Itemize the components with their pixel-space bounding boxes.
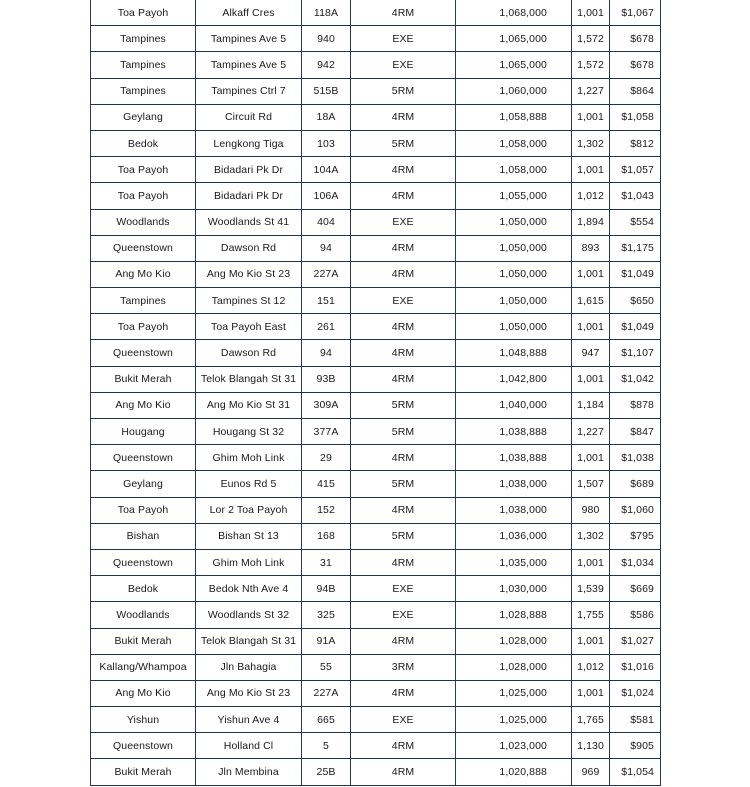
town-cell: Tampines xyxy=(91,288,196,314)
town-cell: Geylang xyxy=(91,471,196,497)
flat-type-cell: 4RM xyxy=(351,183,456,209)
table-row xyxy=(91,680,661,706)
size-sqft-cell: 1,001 xyxy=(572,0,610,26)
town-cell: Bedok xyxy=(91,576,196,602)
flat-type-cell: EXE xyxy=(351,52,456,78)
table-row xyxy=(91,707,661,733)
town-cell: Queenstown xyxy=(91,445,196,471)
price-psf-cell: $678 xyxy=(610,52,661,78)
price-psf-cell: $905 xyxy=(610,733,661,759)
table-row xyxy=(91,340,661,366)
price-psf-cell: $554 xyxy=(610,209,661,235)
price-psf-cell: $1,024 xyxy=(610,680,661,706)
price-cell: 1,065,000 xyxy=(456,26,572,52)
block-cell: 377A xyxy=(302,419,351,445)
town-cell: Bukit Merah xyxy=(91,366,196,392)
street-cell: Ghim Moh Link xyxy=(196,445,302,471)
street-cell: Tampines Ctrl 7 xyxy=(196,78,302,104)
price-cell: 1,028,888 xyxy=(456,602,572,628)
town-cell: Woodlands xyxy=(91,602,196,628)
table-row xyxy=(91,261,661,287)
street-cell: Jln Membina xyxy=(196,759,302,785)
block-cell: 106A xyxy=(302,183,351,209)
flat-type-cell: 4RM xyxy=(351,549,456,575)
street-cell: Alkaff Cres xyxy=(196,0,302,26)
price-cell: 1,025,000 xyxy=(456,707,572,733)
table-row xyxy=(91,209,661,235)
flat-type-cell: 4RM xyxy=(351,759,456,785)
transactions-table xyxy=(90,0,661,786)
street-cell: Yishun Ave 4 xyxy=(196,707,302,733)
size-sqft-cell: 1,001 xyxy=(572,314,610,340)
size-sqft-cell: 1,012 xyxy=(572,654,610,680)
block-cell: 94 xyxy=(302,235,351,261)
size-sqft-cell: 1,001 xyxy=(572,157,610,183)
flat-type-cell: 5RM xyxy=(351,78,456,104)
price-psf-cell: $1,043 xyxy=(610,183,661,209)
price-psf-cell: $1,175 xyxy=(610,235,661,261)
town-cell: Queenstown xyxy=(91,340,196,366)
table-row xyxy=(91,130,661,156)
table-row xyxy=(91,157,661,183)
size-sqft-cell: 1,001 xyxy=(572,104,610,130)
block-cell: 309A xyxy=(302,392,351,418)
flat-type-cell: 4RM xyxy=(351,445,456,471)
flat-type-cell: EXE xyxy=(351,209,456,235)
block-cell: 152 xyxy=(302,497,351,523)
size-sqft-cell: 1,001 xyxy=(572,261,610,287)
price-psf-cell: $847 xyxy=(610,419,661,445)
table-row xyxy=(91,497,661,523)
street-cell: Circuit Rd xyxy=(196,104,302,130)
price-cell: 1,050,000 xyxy=(456,288,572,314)
price-cell: 1,068,000 xyxy=(456,0,572,26)
town-cell: Toa Payoh xyxy=(91,0,196,26)
street-cell: Tampines St 12 xyxy=(196,288,302,314)
size-sqft-cell: 969 xyxy=(572,759,610,785)
price-psf-cell: $812 xyxy=(610,130,661,156)
town-cell: Woodlands xyxy=(91,209,196,235)
size-sqft-cell: 1,227 xyxy=(572,78,610,104)
flat-type-cell: EXE xyxy=(351,576,456,602)
block-cell: 404 xyxy=(302,209,351,235)
size-sqft-cell: 1,894 xyxy=(572,209,610,235)
price-psf-cell: $1,107 xyxy=(610,340,661,366)
table-row xyxy=(91,392,661,418)
table-row xyxy=(91,471,661,497)
price-cell: 1,038,888 xyxy=(456,445,572,471)
flat-type-cell: EXE xyxy=(351,288,456,314)
flat-type-cell: EXE xyxy=(351,707,456,733)
size-sqft-cell: 1,001 xyxy=(572,549,610,575)
street-cell: Bishan St 13 xyxy=(196,523,302,549)
size-sqft-cell: 1,572 xyxy=(572,26,610,52)
town-cell: Ang Mo Kio xyxy=(91,680,196,706)
town-cell: Ang Mo Kio xyxy=(91,261,196,287)
block-cell: 91A xyxy=(302,628,351,654)
price-cell: 1,040,000 xyxy=(456,392,572,418)
street-cell: Hougang St 32 xyxy=(196,419,302,445)
town-cell: Toa Payoh xyxy=(91,497,196,523)
table-row xyxy=(91,26,661,52)
price-psf-cell: $650 xyxy=(610,288,661,314)
size-sqft-cell: 1,572 xyxy=(572,52,610,78)
block-cell: 227A xyxy=(302,261,351,287)
price-cell: 1,058,000 xyxy=(456,157,572,183)
town-cell: Ang Mo Kio xyxy=(91,392,196,418)
block-cell: 227A xyxy=(302,680,351,706)
table-row xyxy=(91,628,661,654)
flat-type-cell: 4RM xyxy=(351,314,456,340)
size-sqft-cell: 1,001 xyxy=(572,680,610,706)
size-sqft-cell: 1,765 xyxy=(572,707,610,733)
price-psf-cell: $878 xyxy=(610,392,661,418)
price-psf-cell: $678 xyxy=(610,26,661,52)
price-cell: 1,058,000 xyxy=(456,130,572,156)
size-sqft-cell: 1,001 xyxy=(572,628,610,654)
block-cell: 151 xyxy=(302,288,351,314)
block-cell: 5 xyxy=(302,733,351,759)
block-cell: 168 xyxy=(302,523,351,549)
size-sqft-cell: 1,184 xyxy=(572,392,610,418)
size-sqft-cell: 947 xyxy=(572,340,610,366)
town-cell: Queenstown xyxy=(91,733,196,759)
block-cell: 25B xyxy=(302,759,351,785)
price-psf-cell: $1,034 xyxy=(610,549,661,575)
flat-type-cell: 4RM xyxy=(351,497,456,523)
price-psf-cell: $669 xyxy=(610,576,661,602)
price-cell: 1,038,000 xyxy=(456,471,572,497)
town-cell: Bishan xyxy=(91,523,196,549)
size-sqft-cell: 1,615 xyxy=(572,288,610,314)
town-cell: Tampines xyxy=(91,78,196,104)
table-row xyxy=(91,314,661,340)
block-cell: 18A xyxy=(302,104,351,130)
price-psf-cell: $1,060 xyxy=(610,497,661,523)
size-sqft-cell: 980 xyxy=(572,497,610,523)
street-cell: Telok Blangah St 31 xyxy=(196,366,302,392)
street-cell: Dawson Rd xyxy=(196,340,302,366)
price-cell: 1,048,888 xyxy=(456,340,572,366)
flat-type-cell: 5RM xyxy=(351,523,456,549)
price-psf-cell: $1,049 xyxy=(610,261,661,287)
town-cell: Queenstown xyxy=(91,235,196,261)
block-cell: 261 xyxy=(302,314,351,340)
price-cell: 1,060,000 xyxy=(456,78,572,104)
street-cell: Lengkong Tiga xyxy=(196,130,302,156)
table-body xyxy=(91,0,661,785)
flat-type-cell: 3RM xyxy=(351,654,456,680)
price-psf-cell: $1,027 xyxy=(610,628,661,654)
street-cell: Ang Mo Kio St 31 xyxy=(196,392,302,418)
price-cell: 1,050,000 xyxy=(456,209,572,235)
table-row xyxy=(91,733,661,759)
price-cell: 1,028,000 xyxy=(456,628,572,654)
block-cell: 104A xyxy=(302,157,351,183)
size-sqft-cell: 1,302 xyxy=(572,523,610,549)
block-cell: 942 xyxy=(302,52,351,78)
price-cell: 1,050,000 xyxy=(456,235,572,261)
table-row xyxy=(91,78,661,104)
street-cell: Telok Blangah St 31 xyxy=(196,628,302,654)
price-cell: 1,042,800 xyxy=(456,366,572,392)
town-cell: Toa Payoh xyxy=(91,157,196,183)
price-cell: 1,025,000 xyxy=(456,680,572,706)
town-cell: Bedok xyxy=(91,130,196,156)
flat-type-cell: 4RM xyxy=(351,733,456,759)
street-cell: Ghim Moh Link xyxy=(196,549,302,575)
flat-type-cell: 4RM xyxy=(351,340,456,366)
street-cell: Eunos Rd 5 xyxy=(196,471,302,497)
flat-type-cell: 5RM xyxy=(351,471,456,497)
flat-type-cell: 4RM xyxy=(351,0,456,26)
street-cell: Toa Payoh East xyxy=(196,314,302,340)
price-cell: 1,065,000 xyxy=(456,52,572,78)
price-psf-cell: $581 xyxy=(610,707,661,733)
size-sqft-cell: 1,012 xyxy=(572,183,610,209)
price-cell: 1,038,888 xyxy=(456,419,572,445)
block-cell: 325 xyxy=(302,602,351,628)
table-row xyxy=(91,602,661,628)
price-psf-cell: $1,042 xyxy=(610,366,661,392)
town-cell: Toa Payoh xyxy=(91,183,196,209)
size-sqft-cell: 1,001 xyxy=(572,366,610,392)
street-cell: Woodlands St 41 xyxy=(196,209,302,235)
table-row xyxy=(91,549,661,575)
town-cell: Hougang xyxy=(91,419,196,445)
street-cell: Dawson Rd xyxy=(196,235,302,261)
street-cell: Woodlands St 32 xyxy=(196,602,302,628)
town-cell: Bukit Merah xyxy=(91,759,196,785)
price-psf-cell: $795 xyxy=(610,523,661,549)
price-cell: 1,030,000 xyxy=(456,576,572,602)
flat-type-cell: EXE xyxy=(351,602,456,628)
flat-type-cell: 4RM xyxy=(351,235,456,261)
size-sqft-cell: 1,755 xyxy=(572,602,610,628)
price-cell: 1,020,888 xyxy=(456,759,572,785)
town-cell: Yishun xyxy=(91,707,196,733)
street-cell: Lor 2 Toa Payoh xyxy=(196,497,302,523)
price-cell: 1,035,000 xyxy=(456,549,572,575)
price-cell: 1,058,888 xyxy=(456,104,572,130)
table-row xyxy=(91,366,661,392)
table-row xyxy=(91,52,661,78)
town-cell: Tampines xyxy=(91,52,196,78)
table-row xyxy=(91,235,661,261)
price-cell: 1,050,000 xyxy=(456,261,572,287)
block-cell: 665 xyxy=(302,707,351,733)
price-psf-cell: $1,049 xyxy=(610,314,661,340)
town-cell: Tampines xyxy=(91,26,196,52)
table-row xyxy=(91,0,661,26)
flat-type-cell: 4RM xyxy=(351,104,456,130)
block-cell: 940 xyxy=(302,26,351,52)
price-psf-cell: $1,016 xyxy=(610,654,661,680)
table-row xyxy=(91,654,661,680)
price-psf-cell: $1,054 xyxy=(610,759,661,785)
table-row xyxy=(91,576,661,602)
street-cell: Bedok Nth Ave 4 xyxy=(196,576,302,602)
table-row xyxy=(91,419,661,445)
flat-type-cell: 4RM xyxy=(351,680,456,706)
block-cell: 515B xyxy=(302,78,351,104)
town-cell: Geylang xyxy=(91,104,196,130)
price-cell: 1,023,000 xyxy=(456,733,572,759)
town-cell: Toa Payoh xyxy=(91,314,196,340)
block-cell: 94B xyxy=(302,576,351,602)
price-cell: 1,055,000 xyxy=(456,183,572,209)
table-row xyxy=(91,759,661,785)
price-psf-cell: $1,067 xyxy=(610,0,661,26)
price-cell: 1,050,000 xyxy=(456,314,572,340)
size-sqft-cell: 1,130 xyxy=(572,733,610,759)
town-cell: Bukit Merah xyxy=(91,628,196,654)
flat-type-cell: EXE xyxy=(351,26,456,52)
town-cell: Kallang/Whampoa xyxy=(91,654,196,680)
price-psf-cell: $1,038 xyxy=(610,445,661,471)
price-cell: 1,036,000 xyxy=(456,523,572,549)
table-row xyxy=(91,445,661,471)
flat-type-cell: 4RM xyxy=(351,366,456,392)
block-cell: 31 xyxy=(302,549,351,575)
flat-type-cell: 5RM xyxy=(351,130,456,156)
block-cell: 103 xyxy=(302,130,351,156)
flat-type-cell: 4RM xyxy=(351,628,456,654)
block-cell: 118A xyxy=(302,0,351,26)
flat-type-cell: 5RM xyxy=(351,392,456,418)
street-cell: Ang Mo Kio St 23 xyxy=(196,680,302,706)
street-cell: Bidadari Pk Dr xyxy=(196,157,302,183)
street-cell: Bidadari Pk Dr xyxy=(196,183,302,209)
size-sqft-cell: 1,302 xyxy=(572,130,610,156)
block-cell: 93B xyxy=(302,366,351,392)
price-psf-cell: $1,058 xyxy=(610,104,661,130)
street-cell: Holland Cl xyxy=(196,733,302,759)
block-cell: 415 xyxy=(302,471,351,497)
street-cell: Tampines Ave 5 xyxy=(196,26,302,52)
size-sqft-cell: 1,001 xyxy=(572,445,610,471)
transactions-table-container xyxy=(90,0,660,786)
block-cell: 94 xyxy=(302,340,351,366)
price-psf-cell: $689 xyxy=(610,471,661,497)
flat-type-cell: 4RM xyxy=(351,157,456,183)
block-cell: 55 xyxy=(302,654,351,680)
flat-type-cell: 5RM xyxy=(351,419,456,445)
table-row xyxy=(91,183,661,209)
price-psf-cell: $864 xyxy=(610,78,661,104)
size-sqft-cell: 1,507 xyxy=(572,471,610,497)
table-row xyxy=(91,288,661,314)
town-cell: Queenstown xyxy=(91,549,196,575)
block-cell: 29 xyxy=(302,445,351,471)
table-row xyxy=(91,523,661,549)
price-cell: 1,028,000 xyxy=(456,654,572,680)
size-sqft-cell: 1,227 xyxy=(572,419,610,445)
street-cell: Tampines Ave 5 xyxy=(196,52,302,78)
size-sqft-cell: 1,539 xyxy=(572,576,610,602)
street-cell: Jln Bahagia xyxy=(196,654,302,680)
size-sqft-cell: 893 xyxy=(572,235,610,261)
flat-type-cell: 4RM xyxy=(351,261,456,287)
street-cell: Ang Mo Kio St 23 xyxy=(196,261,302,287)
price-cell: 1,038,000 xyxy=(456,497,572,523)
price-psf-cell: $1,057 xyxy=(610,157,661,183)
price-psf-cell: $586 xyxy=(610,602,661,628)
table-row xyxy=(91,104,661,130)
